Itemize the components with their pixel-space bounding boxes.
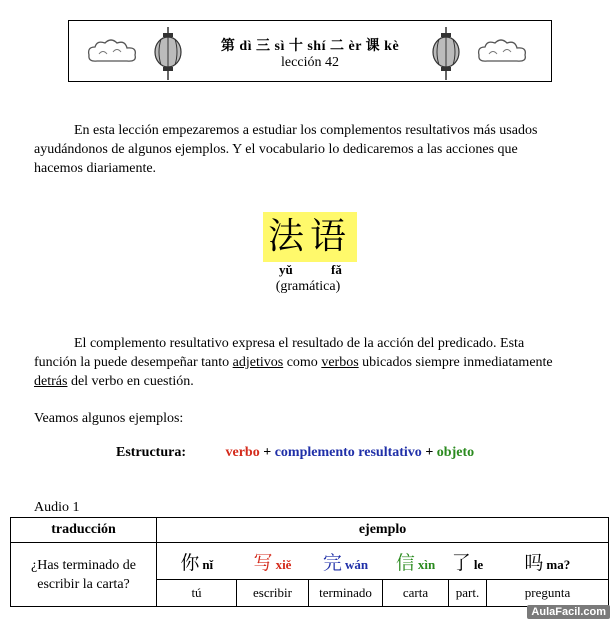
vocab-meaning: (gramática) xyxy=(275,279,341,294)
lantern-right-icon xyxy=(431,27,461,81)
vocab-pinyin-2: fǎ xyxy=(331,262,342,277)
vocab-pinyin-1: yǔ xyxy=(279,262,293,277)
lesson-subtitle: lección 42 xyxy=(281,55,339,70)
lesson-title: 第 dì 三 sì 十 shí 二 èr 课 kè xyxy=(220,39,400,54)
vocab-hanzi: 法语 xyxy=(267,216,352,257)
word-cell-5: 了 le xyxy=(449,543,487,580)
structure-label: Estructura: xyxy=(116,445,186,460)
col-header-ejemplo: ejemplo xyxy=(157,518,609,543)
examples-intro: Veamos algunos ejemplos: xyxy=(34,411,184,426)
word-cell-6: 吗 ma? xyxy=(487,543,609,580)
gloss-cell-5: part. xyxy=(449,580,487,607)
explanation-paragraph: El complemento resultativo expresa el resultado de la acción del predicado. Esta función la puede desempeñar tanto adjetivos como verbos ubicados siempre inmediatamente detrás del verbo en cuestión. xyxy=(34,336,553,389)
word-cell-1: 你 nǐ xyxy=(157,543,237,580)
gloss-cell-6: pregunta xyxy=(487,580,609,607)
gloss-cell-2: escribir xyxy=(237,580,309,607)
example-table xyxy=(10,517,609,607)
word-cell-3: 完 wán xyxy=(309,543,383,580)
site-watermark: AulaFacil.com xyxy=(527,605,610,619)
gloss-cell-1: tú xyxy=(157,580,237,607)
gloss-cell-4: carta xyxy=(383,580,449,607)
cloud-right-icon xyxy=(475,37,531,67)
structure-formula xyxy=(116,445,474,461)
audio-label[interactable]: Audio 1 xyxy=(34,500,80,515)
vocab-word-highlight xyxy=(263,212,357,262)
gloss-cell-3: terminado xyxy=(309,580,383,607)
word-cell-2: 写 xiě xyxy=(237,543,309,580)
structure-complemento: complemento resultativo xyxy=(274,445,422,460)
structure-objeto: objeto xyxy=(436,445,475,460)
translation-cell: ¿Has terminado de escribir la carta? xyxy=(11,543,157,607)
underlined-verbos: verbos xyxy=(321,355,359,370)
col-header-traduccion: traducción xyxy=(11,518,157,543)
word-cell-4: 信 xìn xyxy=(383,543,449,580)
underlined-adjetivos: adjetivos xyxy=(232,355,284,370)
structure-plus-1: + xyxy=(263,445,272,460)
structure-plus-2: + xyxy=(425,445,434,460)
underlined-detras: detrás xyxy=(34,374,68,389)
intro-paragraph: En esta lección empezaremos a estudiar los complementos resultativos más usados ayudándonos de algunos ejemplos. Y el vocabulario lo dedicaremos a las acciones que hacemos diariamente. xyxy=(34,123,538,176)
structure-verbo: verbo xyxy=(225,445,260,460)
lesson-header xyxy=(68,20,552,82)
